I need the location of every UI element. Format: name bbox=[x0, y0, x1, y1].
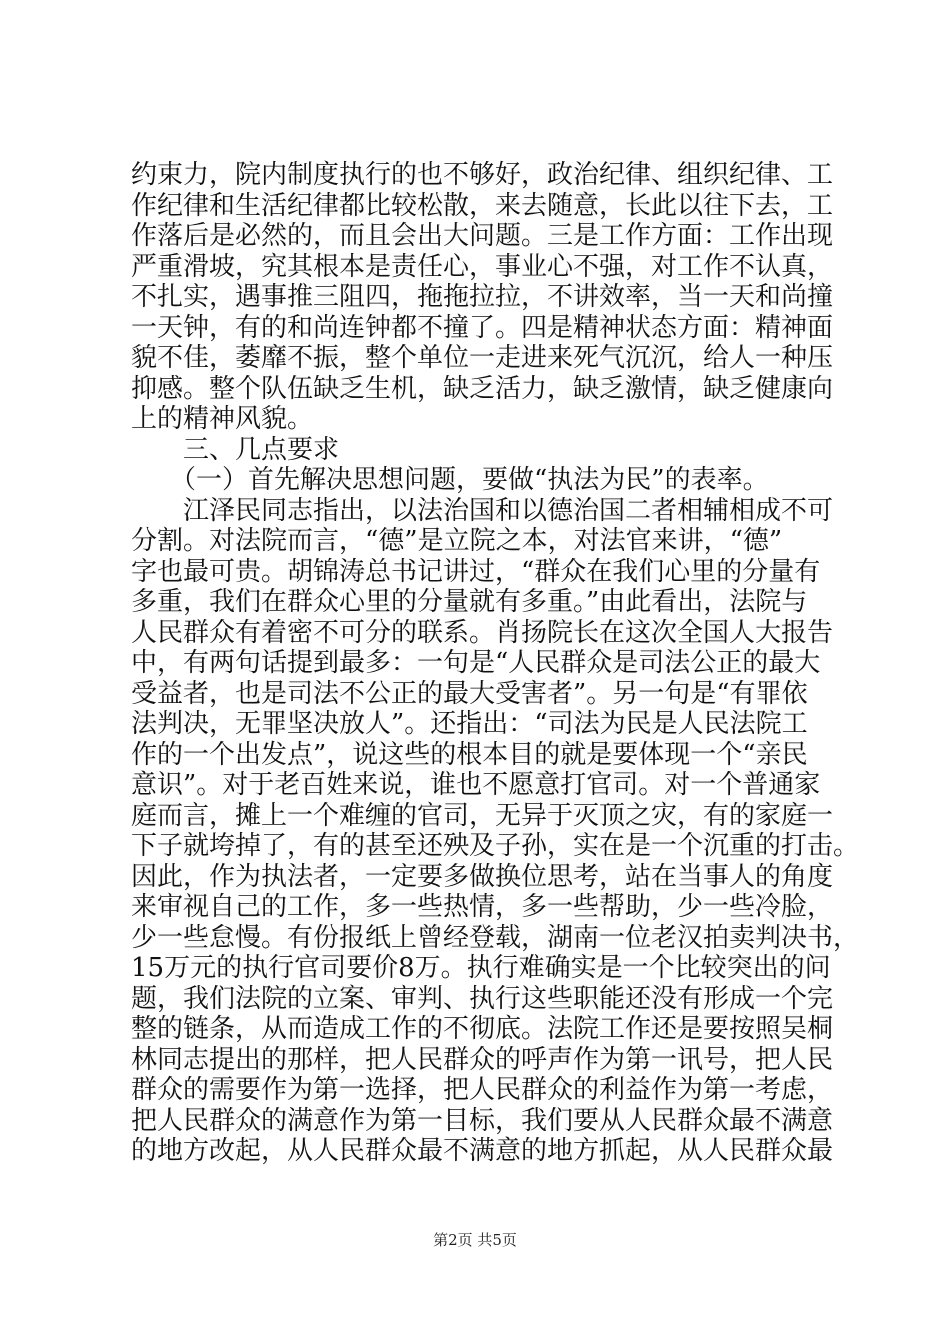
text-line: 一天钟，有的和尚连钟都不撞了。四是精神状态方面：精神面 bbox=[131, 312, 834, 343]
text-line: 意识”。对于老百姓来说，谁也不愿意打官司。对一个普通家 bbox=[131, 770, 821, 800]
text-line: 庭而言，摊上一个难缠的官司，无异于灭顶之灾，有的家庭一 bbox=[131, 800, 834, 831]
text-line: 15万元的执行官司要价8万。执行难确实是一个比较突出的问 bbox=[131, 953, 831, 983]
text-line: 字也最可贵。胡锦涛总书记讲过，“群众在我们心里的分量有 bbox=[131, 556, 821, 587]
text-line: 把人民群众的满意作为第一目标，我们要从人民群众最不满意 bbox=[131, 1105, 834, 1136]
subsection-heading: （一）首先解决思想问题，要做“执法为民”的表率。 bbox=[131, 465, 769, 495]
text-line: 多重，我们在群众心里的分量就有多重。”由此看出，法院与 bbox=[131, 587, 808, 617]
text-line: 因此，作为执法者，一定要多做换位思考，站在当事人的角度 bbox=[131, 861, 834, 892]
text-line: 群众的需要作为第一选择，把人民群众的利益作为第一考虑， bbox=[131, 1075, 834, 1105]
text-line: 少一些怠慢。有份报纸上曾经登载，湖南一位老汉拍卖判决书， bbox=[131, 922, 860, 953]
text-line: 作的一个出发点”，说这些的根本目的就是要体现一个“亲民 bbox=[131, 739, 808, 770]
text-line: 约束力，院内制度执行的也不够好，政治纪律、组织纪律、工 bbox=[131, 160, 834, 190]
text-line: 来审视自己的工作，多一些热情，多一些帮助，少一些冷脸， bbox=[131, 892, 834, 922]
text-line: 人民群众有着密不可分的联系。肖扬院长在这次全国人大报告 bbox=[131, 617, 834, 648]
body-text bbox=[131, 160, 860, 1167]
text-line: 下子就垮掉了，有的甚至还殃及子孙，实在是一个沉重的打击。 bbox=[131, 831, 860, 861]
text-line: 受益者，也是司法不公正的最大受害者”。另一句是“有罪依 bbox=[131, 678, 808, 709]
text-line: 整的链条，从而造成工作的不彻底。法院工作还是要按照吴桐 bbox=[131, 1014, 834, 1044]
text-line: 题，我们法院的立案、审判、执行这些职能还没有形成一个完 bbox=[131, 983, 834, 1014]
page-number-footer: 第2页 共5页 bbox=[433, 1231, 517, 1249]
text-line: 不扎实，遇事推三阻四，拖拖拉拉，不讲效率，当一天和尚撞 bbox=[131, 282, 834, 312]
text-line: 林同志提出的那样，把人民群众的呼声作为第一讯号，把人民 bbox=[131, 1044, 834, 1075]
text-line: 作纪律和生活纪律都比较松散，来去随意，长此以往下去，工 bbox=[131, 190, 834, 221]
text-line: 分割。对法院而言，“德”是立院之本，对法官来讲，“德” bbox=[131, 526, 783, 556]
text-line: 中，有两句话提到最多：一句是“人民群众是司法公正的最大 bbox=[131, 648, 821, 678]
text-line: 法判决，无罪坚决放人”。还指出：“司法为民是人民法院工 bbox=[131, 709, 808, 739]
text-line: 上的精神风貌。 bbox=[131, 404, 314, 434]
section-heading: 三、几点要求 bbox=[131, 434, 340, 465]
text-line: 严重滑坡，究其根本是责任心，事业心不强，对工作不认真， bbox=[131, 251, 834, 282]
text-line: 作落后是必然的，而且会出大问题。三是工作方面：工作出现 bbox=[131, 221, 834, 251]
text-line: 的地方改起，从人民群众最不满意的地方抓起，从人民群众最 bbox=[131, 1136, 834, 1166]
text-line: 抑感。整个队伍缺乏生机，缺乏活力，缺乏激情，缺乏健康向 bbox=[131, 373, 834, 404]
text-line: 貌不佳，萎靡不振，整个单位一走进来死气沉沉，给人一种压 bbox=[131, 343, 834, 373]
text-line: 江泽民同志指出，以法治国和以德治国二者相辅相成不可 bbox=[131, 495, 834, 526]
